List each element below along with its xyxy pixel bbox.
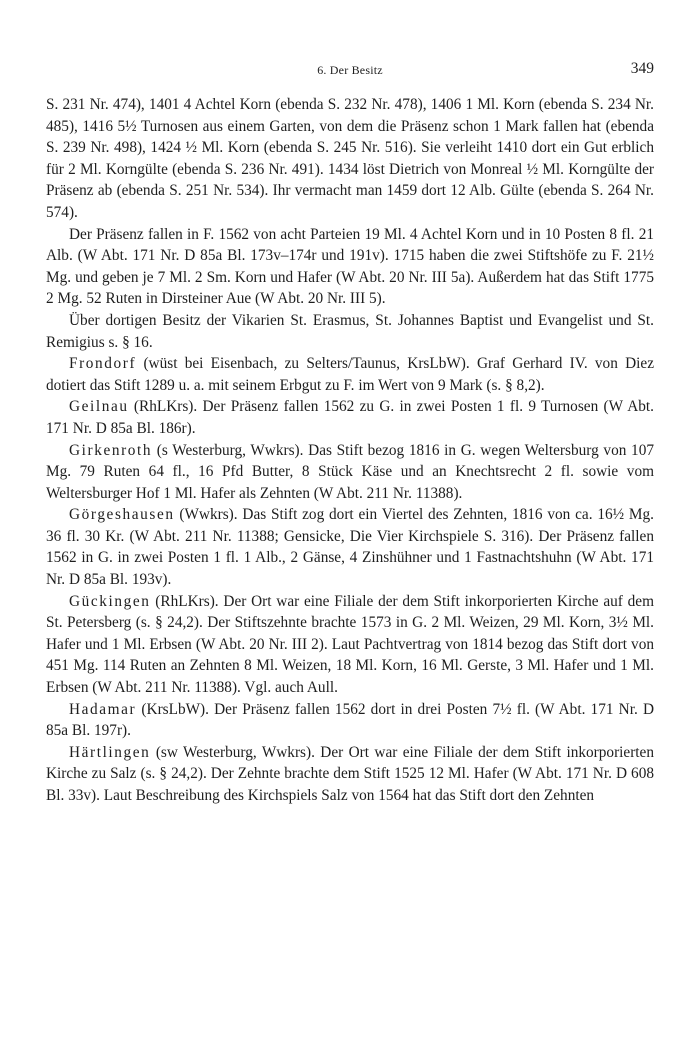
entry-text: (s Westerburg, Wwkrs). Das Stift bezog 1816 in G. wegen Weltersburg von 107 Mg. 79 Ruten 64 fl., 16 Pfd Butter, 8 Stück Käse und an Knechtsrecht 2 fl. sowie vom Weltersburger Hof 1 Ml. Hafer als Zehnten (W Abt. 211 Nr. 11388). [46, 441, 654, 502]
entry-text: (sw Westerburg, Wwkrs). Der Ort war eine Filiale der dem Stift inkorporierten Kirche zu Salz (s. § 24,2). Der Zehnte brachte dem Stift 1525 12 Ml. Hafer (W Abt. 171 Nr. D 608 Bl. 33v). Laut Beschreibung des Kirchspiels Salz von 1564 hat das Stift dort den Zehnten [46, 743, 654, 804]
place-name: Geilnau [69, 398, 129, 416]
paragraph-text: Über dortigen Besitz der Vikarien St. Erasmus, St. Johannes Baptist und Evangelist und St. Remigius s. § 16. [46, 311, 654, 351]
place-name: Girkenroth [69, 441, 153, 459]
body-text [46, 94, 654, 807]
place-name: Hadamar [69, 700, 137, 718]
entry [46, 699, 654, 742]
paragraph-text: S. 231 Nr. 474), 1401 4 Achtel Korn (ebenda S. 232 Nr. 478), 1406 1 Ml. Korn (ebenda S. 234 Nr. 485), 1416 5½ Turnosen aus einem Garten, von dem die Präsenz schon 1 Mark fallen hat (ebenda S. 239 Nr. 498), 1424 ½ Ml. Korn (ebenda S. 245 Nr. 516). Sie verleiht 1410 dort ein Gut erblich für 2 Ml. Korngülte (ebenda S. 236 Nr. 491). 1434 löst Dietrich von Monreal ½ Ml. Korngülte der Präsenz ab (ebenda S. 251 Nr. 534). Ihr vermacht man 1459 dort 12 Alb. Gülte (ebenda S. 264 Nr. 574). [46, 96, 654, 221]
entry [46, 396, 654, 439]
entry [46, 742, 654, 807]
place-name: Härtlingen [69, 743, 151, 761]
paragraph [46, 310, 654, 353]
place-name: Gückingen [69, 592, 151, 610]
entry-text: (KrsLbW). Der Präsenz fallen 1562 dort in drei Posten 7½ fl. (W Abt. 171 Nr. D 85a Bl. 197r). [46, 700, 654, 740]
entry [46, 504, 654, 590]
page-number: 349 [630, 60, 654, 77]
entry-text: (RhLKrs). Der Ort war eine Filiale der dem Stift inkorporierten Kirche auf dem St. Petersberg (s. § 24,2). Der Stiftszehnte brachte 1573 in G. 2 Ml. Weizen, 29 Ml. Korn, 3½ Ml. Hafer und 1 Ml. Erbsen (W Abt. 20 Nr. III 2). Laut Pachtvertrag von 1814 bezog das Stift dort von 451 Mg. 114 Ruten an Zehnten 8 Ml. Weizen, 18 Ml. Korn, 16 Ml. Gerste, 3 Ml. Hafer und 1 Ml. Erbsen (W Abt. 211 Nr. 11388). Vgl. auch Aull. [46, 592, 654, 697]
paragraph [46, 94, 654, 224]
entry-text: (RhLKrs). Der Präsenz fallen 1562 zu G. in zwei Posten 1 fl. 9 Turnosen (W Abt. 171 Nr. D 85a Bl. 186r). [46, 398, 654, 437]
entry-text: (wüst bei Eisenbach, zu Selters/Taunus, KrsLbW). Graf Gerhard IV. von Diez dotiert das Stift 1289 u. a. mit seinem Erbgut zu F. im Wert von 9 Mark (s. § 8,2). [46, 355, 654, 394]
entry [46, 353, 654, 396]
place-name: Görgeshausen [69, 506, 175, 524]
running-title: 6. Der Besitz [317, 63, 383, 77]
entry-text: (Wwkrs). Das Stift zog dort ein Viertel des Zehnten, 1816 von ca. 16½ Mg. 36 fl. 30 Kr. (W Abt. 211 Nr. 11388; Gensicke, Die Vier Kirchspiele S. 316). Der Präsenz fallen 1562 in G. in zwei Posten 1 fl. 1 Alb., 2 Gänse, 4 Zinshühner und 1 Fastnachtshuhn (W Abt. 171 Nr. D 85a Bl. 193v). [46, 506, 654, 589]
entry [46, 440, 654, 505]
entry [46, 591, 654, 699]
running-head [46, 60, 654, 82]
paragraph [46, 224, 654, 310]
place-name: Frondorf [69, 355, 137, 373]
paragraph-text: Der Präsenz fallen in F. 1562 von acht Parteien 19 Ml. 4 Achtel Korn und in 10 Posten 8 fl. 21 Alb. (W Abt. 171 Nr. D 85a Bl. 173v–174r und 191v). 1715 haben die zwei Stiftshöfe zu F. 21½ Mg. und geben je 7 Ml. 2 Sm. Korn und Hafer (W Abt. 20 Nr. III 5a). Außerdem hat das Stift 1775 2 Mg. 52 Ruten in Dirsteiner Aue (W Abt. 20 Nr. III 5). [46, 225, 654, 308]
